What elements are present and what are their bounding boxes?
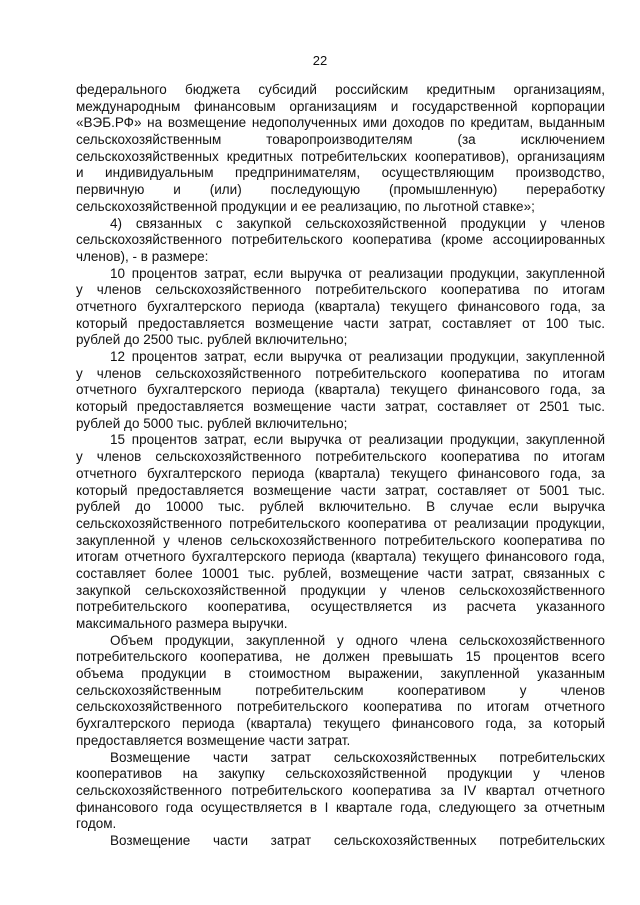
text-line: рублей до 10000 тыс. рублей включительно. В случае если выручка — [76, 499, 605, 515]
text-line: сельскохозяйственного потребительского кооператива от реализации продукции, — [76, 515, 605, 531]
text-line: максимального размера выручки. — [76, 616, 288, 631]
text-line: закупкой сельскохозяйственной продукции у членов сельскохозяйственного — [76, 582, 605, 598]
text-line: сельскохозяйственного потребительского кооператива за IV квартал отчетного — [76, 782, 605, 798]
text-line: у членов сельскохозяйственного потребительского кооператива по итогам — [76, 449, 605, 465]
text-line: кооперативов на закупку сельскохозяйственной продукции у членов — [76, 766, 605, 782]
text-line: годом. — [76, 816, 117, 832]
text-line: отчетного бухгалтерского периода (квартала) текущего финансового года, за — [76, 382, 605, 398]
page-number: 22 — [312, 53, 328, 68]
text-line: сельскохозяйственных кредитных потребительских кооперативов), организациям — [76, 148, 605, 164]
text-line: первичную и (или) последующую (промышленную) переработку — [76, 182, 605, 198]
text-line: у членов сельскохозяйственного потребительского кооператива по итогам — [76, 282, 605, 298]
text-line: потребительского кооператива, не должен превышать 15 процентов всего — [76, 649, 605, 665]
body-text — [76, 82, 605, 850]
text-line: сельскохозяйственным потребительским кооперативом у членов — [76, 682, 605, 698]
text-line: сельскохозяйственным товаропроизводителям (за исключением — [76, 132, 605, 148]
text-line: потребительского кооператива, осуществляется из расчета указанного — [76, 599, 605, 615]
text-line: который предоставляется возмещение части затрат, составляет от 5001 тыс. — [76, 482, 605, 498]
text-line: Объем продукции, закупленной у одного члена сельскохозяйственного — [110, 632, 605, 648]
text-line: который предоставляется возмещение части затрат, составляет от 2501 тыс. — [76, 399, 605, 415]
text-line: сельскохозяйственного потребительского кооператива по итогам отчетного — [76, 699, 605, 715]
text-line: итогам отчетного бухгалтерского периода (квартала) текущего финансового года, — [76, 549, 605, 565]
text-line: 4) связанных с закупкой сельскохозяйственной продукции у членов — [110, 215, 605, 231]
text-line: федерального бюджета субсидий российским кредитным организациям, — [76, 82, 605, 97]
text-line: членов), - в размере: — [76, 248, 209, 264]
text-line: рублей до 5000 тыс. рублей включительно; — [76, 415, 348, 431]
text-line: сельскохозяйственного потребительского кооператива (кроме ассоциированных — [76, 232, 605, 248]
text-line: бухгалтерского периода (квартала) текущего финансового года, за который — [76, 716, 605, 732]
text-line: рублей до 2500 тыс. рублей включительно; — [76, 332, 348, 348]
text-line: Возмещение части затрат сельскохозяйственных потребительских — [110, 749, 605, 765]
text-line: составляет более 10001 тыс. рублей, возмещение части затрат, связанных с — [76, 565, 605, 581]
text-line: 10 процентов затрат, если выручка от реализации продукции, закупленной — [110, 265, 605, 281]
text-line: 15 процентов затрат, если выручка от реализации продукции, закупленной — [110, 432, 605, 448]
text-line: 12 процентов затрат, если выручка от реализации продукции, закупленной — [110, 349, 605, 364]
text-line: предоставляется возмещение части затрат. — [76, 732, 351, 748]
text-line: финансового года осуществляется в I квартале года, следующего за отчетным — [76, 799, 605, 815]
text-line: отчетного бухгалтерского периода (квартала) текущего финансового года, за — [76, 465, 605, 481]
text-line: который предоставляется возмещение части затрат, составляет от 100 тыс. — [76, 315, 605, 331]
text-line: международным финансовым организациям и государственной корпорации — [76, 98, 605, 114]
text-line: и индивидуальным предпринимателям, осуществляющим производство, — [76, 165, 605, 181]
text-line: «ВЭБ.РФ» на возмещение недополученных ими доходов по кредитам, выданным — [76, 115, 605, 131]
text-line: отчетного бухгалтерского периода (квартала) текущего финансового года, за — [76, 298, 605, 314]
text-line: закупленной у членов сельскохозяйственного потребительского кооператива по — [76, 532, 605, 548]
text-line: у членов сельскохозяйственного потребительского кооператива по итогам — [76, 365, 605, 381]
text-line: объема продукции в стоимостном выражении, закупленной указанным — [76, 666, 605, 682]
text-line: Возмещение части затрат сельскохозяйственных потребительских — [110, 832, 605, 848]
text-line: сельскохозяйственной продукции и ее реализацию, по льготной ставке»; — [76, 198, 535, 214]
